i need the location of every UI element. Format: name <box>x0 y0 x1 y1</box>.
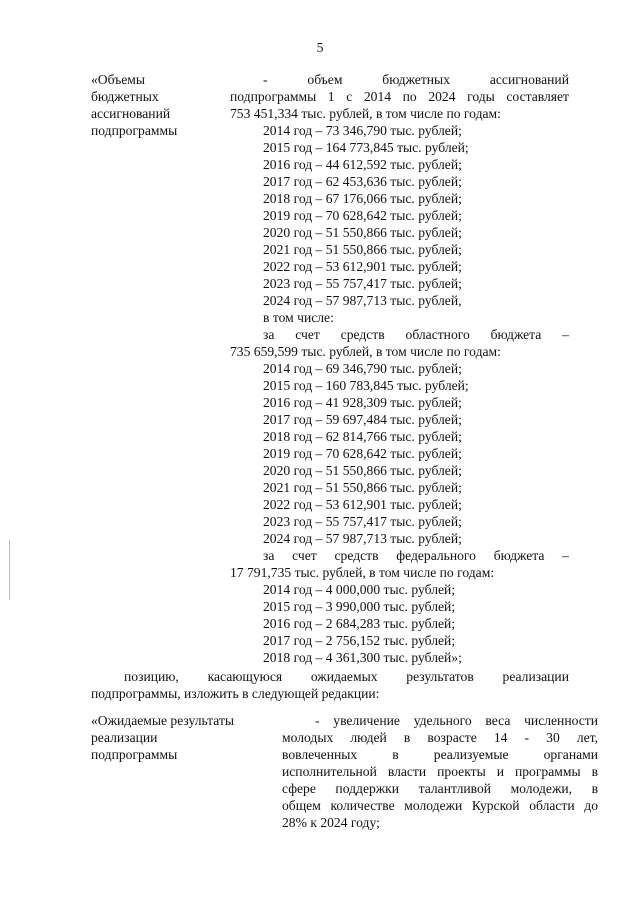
federal-year-line: 2016 год – 2 684,283 тыс. рублей; <box>263 616 456 631</box>
regional-by-year-list <box>230 360 569 547</box>
total-year-line: 2024 год – 57 987,713 тыс. рублей, <box>263 293 462 308</box>
instruction-line <box>91 668 569 685</box>
federal-year-line: 2014 год – 4 000,000 тыс. рублей; <box>263 582 456 597</box>
total-year-line: 2022 год – 53 612,901 тыс. рублей; <box>263 259 462 274</box>
federal-total: 17 791,735 тыс. рублей, в том числе по годам: <box>230 565 495 580</box>
results-line: исполнительной власти проекты и программы в <box>282 764 598 779</box>
budget-label <box>91 71 241 139</box>
budget-label-line: подпрограммы <box>91 123 178 138</box>
results-line: - увеличение удельного веса численности <box>315 713 598 728</box>
regional-intro-line <box>230 326 569 343</box>
budget-label-line: бюджетных <box>91 89 159 104</box>
results-line: сфере поддержки талантливой молодежи, в <box>282 781 598 796</box>
regional-year-line: 2021 год – 51 550,866 тыс. рублей; <box>263 480 462 495</box>
total-year-line: 2016 год – 44 612,592 тыс. рублей; <box>263 157 462 172</box>
regional-total: 735 659,599 тыс. рублей, в том числе по годам: <box>230 344 501 359</box>
results-label <box>91 712 266 763</box>
scan-margin-mark <box>9 540 10 600</box>
budget-intro-word: ассигнований <box>489 72 569 87</box>
regional-intro-word: – <box>562 327 569 342</box>
federal-intro-word: – <box>562 548 569 563</box>
results-label-line: подпрограммы <box>91 747 178 762</box>
federal-year-line: 2017 год – 2 756,152 тыс. рублей; <box>263 633 456 648</box>
total-by-year-list <box>230 122 569 309</box>
instruction-word: позицию, <box>124 669 179 684</box>
federal-by-year-list <box>230 581 569 666</box>
regional-intro-word: областного <box>405 327 470 342</box>
regional-intro-word: счет <box>295 327 320 342</box>
budget-intro-line <box>230 71 569 88</box>
regional-intro-word: за <box>263 327 275 342</box>
total-year-line: 2014 год – 73 346,790 тыс. рублей; <box>263 123 462 138</box>
results-label-line: «Ожидаемые результаты <box>91 713 235 728</box>
regional-year-line: 2015 год – 160 783,845 тыс. рублей; <box>263 378 469 393</box>
total-year-line: 2019 год – 70 628,642 тыс. рублей; <box>263 208 462 223</box>
federal-intro-word: средств <box>334 548 379 563</box>
budget-intro-word: - <box>263 72 268 87</box>
total-year-line: 2015 год – 164 773,845 тыс. рублей; <box>263 140 469 155</box>
results-label-line: реализации <box>91 730 158 745</box>
regional-intro-word: бюджета <box>490 327 542 342</box>
federal-intro-line <box>230 547 569 564</box>
federal-intro-word: бюджета <box>493 548 545 563</box>
page-number: 5 <box>316 40 324 55</box>
federal-year-line: 2015 год – 3 990,000 тыс. рублей; <box>263 599 456 614</box>
federal-intro-word: за <box>263 548 275 563</box>
budget-total: 753 451,334 тыс. рублей, в том числе по годам: <box>230 106 501 121</box>
including-label: в том числе: <box>263 310 334 325</box>
instruction-word: результатов <box>406 669 474 684</box>
results-line: 28% к 2024 году; <box>282 815 380 830</box>
federal-intro-word: федерального <box>396 548 476 563</box>
regional-year-line: 2023 год – 55 757,417 тыс. рублей; <box>263 514 462 529</box>
budget-intro-word: объем <box>307 72 343 87</box>
regional-year-line: 2022 год – 53 612,901 тыс. рублей; <box>263 497 462 512</box>
total-year-line: 2017 год – 62 453,636 тыс. рублей; <box>263 174 462 189</box>
instruction-word: ожидаемых <box>310 669 378 684</box>
total-year-line: 2020 год – 51 550,866 тыс. рублей; <box>263 225 462 240</box>
budget-label-line: ассигнований <box>91 106 171 121</box>
instruction-word: касающуюся <box>207 669 283 684</box>
regional-year-line: 2017 год – 59 697,484 тыс. рублей; <box>263 412 462 427</box>
instruction-paragraph <box>91 668 569 702</box>
regional-year-line: 2024 год – 57 987,713 тыс. рублей; <box>263 531 462 546</box>
results-line: вовлеченных в реализуемые органами <box>282 747 598 762</box>
regional-year-line: 2018 год – 62 814,766 тыс. рублей; <box>263 429 462 444</box>
results-text <box>282 712 598 831</box>
regional-year-line: 2019 год – 70 628,642 тыс. рублей; <box>263 446 462 461</box>
results-line: молодых людей в возрасте 14 - 30 лет, <box>282 730 598 745</box>
budget-text <box>230 71 569 666</box>
budget-intro-word: бюджетных <box>382 72 450 87</box>
instruction-line: подпрограммы, изложить в следующей редакции: <box>91 686 380 701</box>
federal-year-line: 2018 год – 4 361,300 тыс. рублей»; <box>263 650 462 665</box>
budget-label-line: «Объемы <box>91 72 145 87</box>
regional-year-line: 2016 год – 41 928,309 тыс. рублей; <box>263 395 462 410</box>
budget-intro-line: подпрограммы 1 с 2014 по 2024 годы составляет <box>230 89 569 104</box>
regional-intro-word: средств <box>340 327 385 342</box>
regional-year-line: 2014 год – 69 346,790 тыс. рублей; <box>263 361 462 376</box>
regional-year-line: 2020 год – 51 550,866 тыс. рублей; <box>263 463 462 478</box>
total-year-line: 2018 год – 67 176,066 тыс. рублей; <box>263 191 462 206</box>
results-line: общем количестве молодежи Курской области до <box>282 798 598 813</box>
total-year-line: 2021 год – 51 550,866 тыс. рублей; <box>263 242 462 257</box>
federal-intro-word: счет <box>292 548 317 563</box>
instruction-word: реализации <box>502 669 569 684</box>
total-year-line: 2023 год – 55 757,417 тыс. рублей; <box>263 276 462 291</box>
